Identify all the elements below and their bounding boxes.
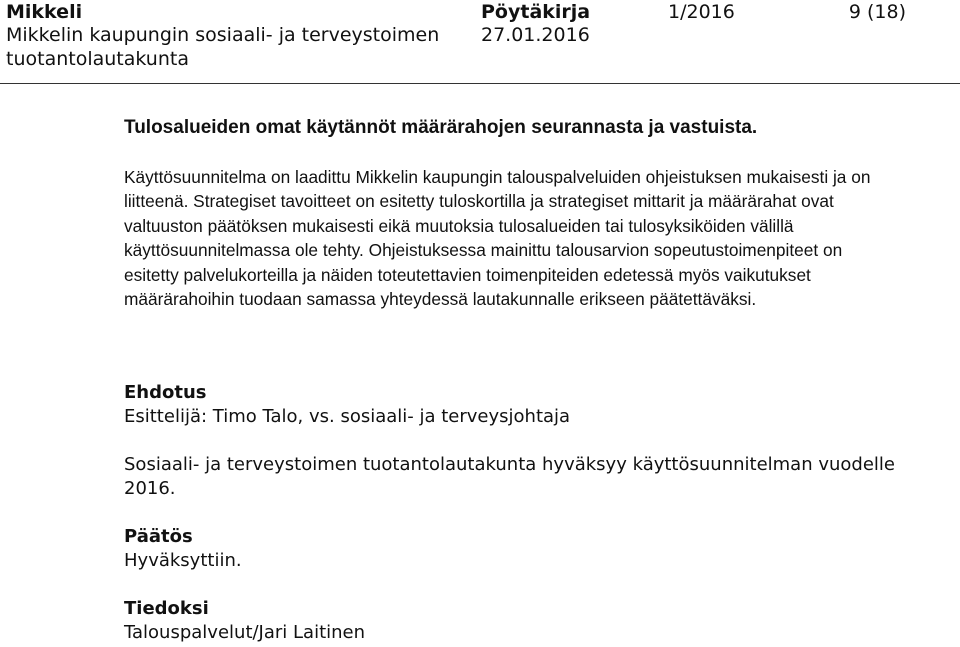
ehdotus-section [124,381,904,429]
organization-name: Mikkeli [6,1,83,23]
paatos-text: Hyväksyttiin. [124,550,242,571]
document-number: 1/2016 [668,1,735,23]
document-header [0,0,960,110]
main-content [124,116,884,311]
tiedoksi-section [124,597,904,645]
proposal-section [124,453,904,501]
paatos-heading: Päätös [124,526,193,547]
body-paragraph: Käyttösuunnitelma on laadittu Mikkelin kaupungin talouspalveluiden ohjeistuksen mukaisesti ja on liitteenä. Strategiset tavoitteet on esitetty tuloskortilla ja strategiset mittarit ja määrärahat ovat valtuuston päätöksen mukaisesti eikä muutoksia tulosalueiden tai tulosyksiköiden välillä käyttösuunnitelmassa ole tehty. Ohjeistuksessa mainittu talousarvion sopeutustoimenpiteet on esitetty palvelukorteilla ja näiden toteutettavien toimenpiteiden edetessä myös vaikutukset määrärahoihin tuodaan samassa yhteydessä lautakunnalle erikseen päätettäväksi. [124,167,871,310]
paatos-section [124,525,904,573]
page-number: 9 (18) [848,1,906,23]
document-type: Pöytäkirja [481,1,591,23]
header-divider [0,83,960,84]
section-heading: Tulosalueiden omat käytännöt määrärahojen seurannasta ja vastuista. [124,117,758,138]
tiedoksi-text: Talouspalvelut/Jari Laitinen [124,622,366,643]
presenter-line: Esittelijä: Timo Talo, vs. sosiaali- ja terveysjohtaja [124,406,571,427]
document-date: 27.01.2016 [481,24,590,46]
ehdotus-heading: Ehdotus [124,382,207,403]
proposal-text: Sosiaali- ja terveystoimen tuotantolautakunta hyväksyy käyttösuunnitelman vuodelle 2016. [124,454,895,499]
tiedoksi-heading: Tiedoksi [124,598,209,619]
committee-name: Mikkelin kaupungin sosiaali- ja terveystoimen tuotantolautakunta [6,24,440,70]
